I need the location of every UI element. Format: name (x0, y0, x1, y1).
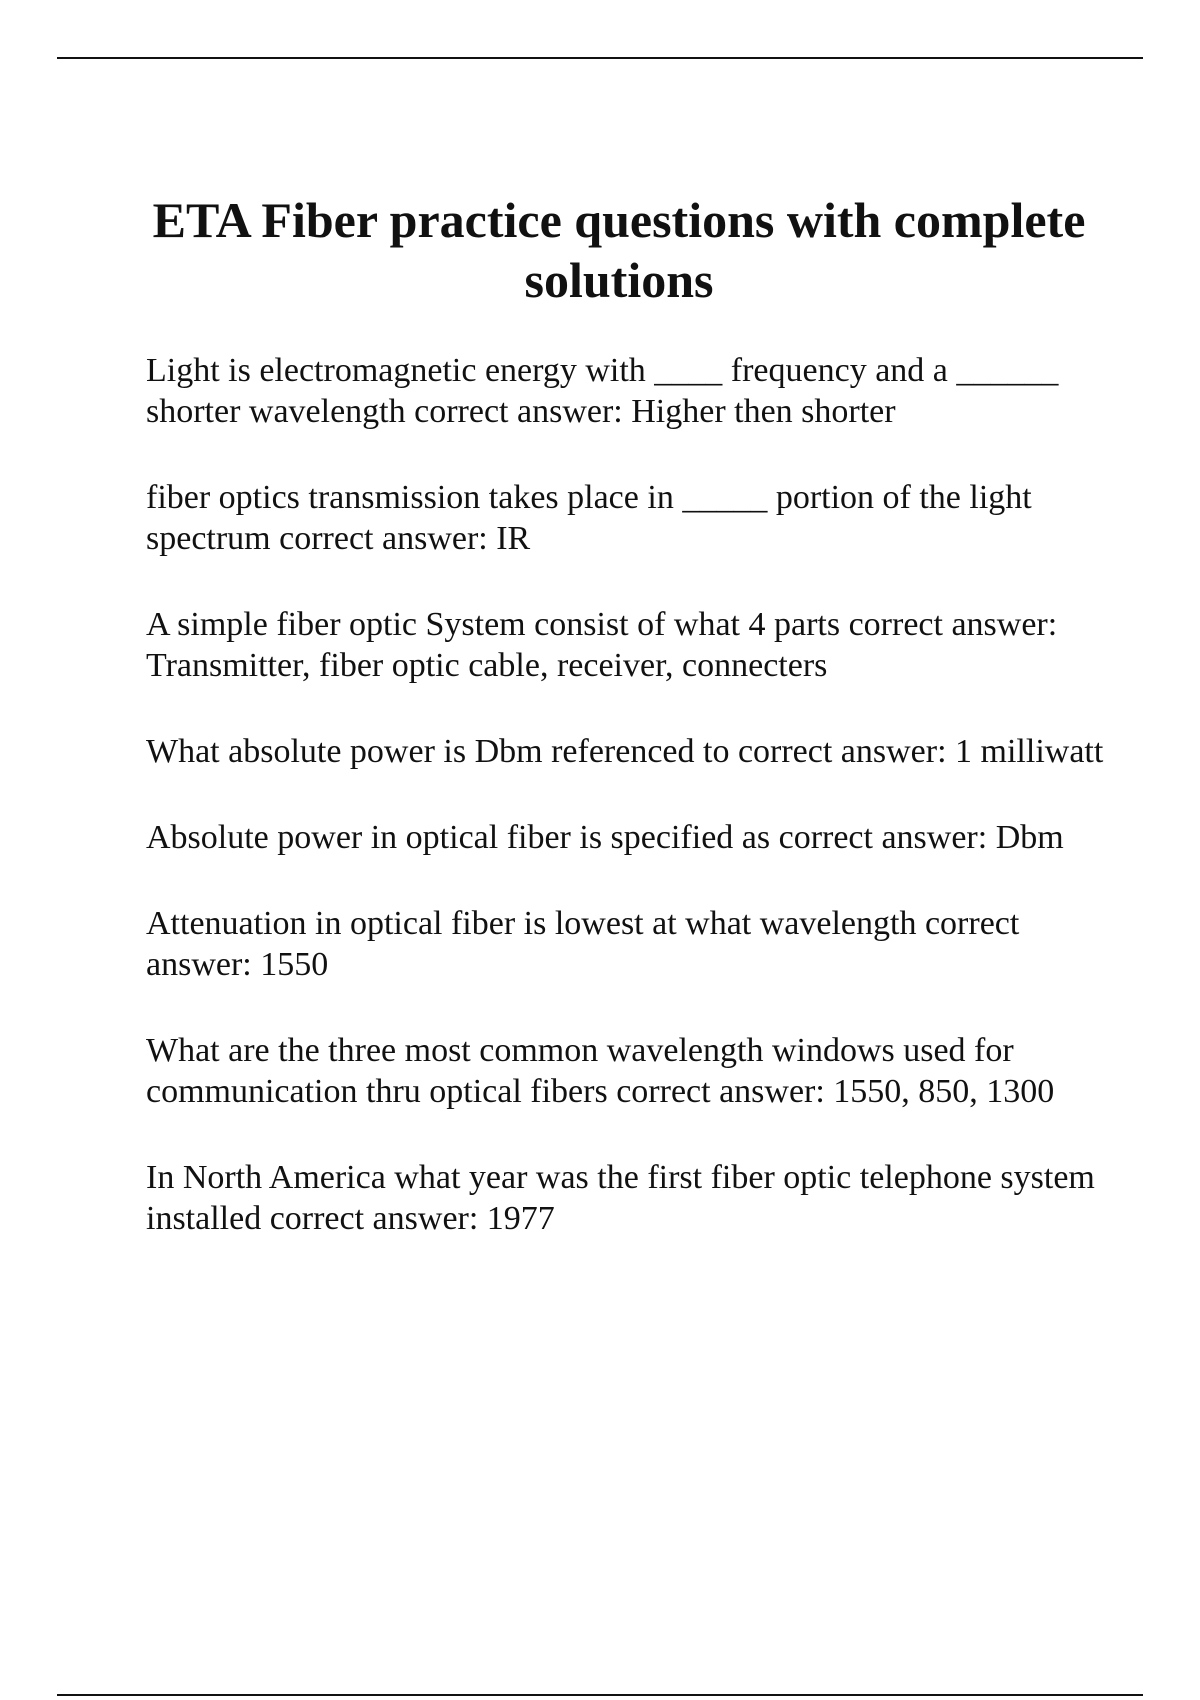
footer-rule (57, 1694, 1143, 1696)
qa-item-1: Light is electromagnetic energy with ____ frequency and a ______ shorter wavelength correct answer: Higher then shorter (146, 352, 1059, 430)
document-title: ETA Fiber practice questions with complete solutions (152, 192, 1086, 308)
qa-item-8: In North America what year was the first fiber optic telephone system installed correct answer: 1977 (146, 1159, 1095, 1237)
qa-item-3: A simple fiber optic System consist of what 4 parts correct answer: Transmitter, fiber optic cable, receiver, connecters (146, 606, 1058, 684)
qa-item-6: Attenuation in optical fiber is lowest at what wavelength correct answer: 1550 (146, 905, 1020, 983)
question-answer-list (146, 350, 1106, 1284)
qa-item-5: Absolute power in optical fiber is specified as correct answer: Dbm (146, 819, 1064, 856)
qa-item-7: What are the three most common wavelength windows used for communication thru optical fibers correct answer: 1550, 850, 1300 (146, 1032, 1055, 1110)
qa-item-2: fiber optics transmission takes place in _____ portion of the light spectrum correct answer: IR (146, 479, 1032, 557)
header-rule (57, 57, 1143, 59)
qa-item-4: What absolute power is Dbm referenced to correct answer: 1 milliwatt (146, 733, 1104, 770)
